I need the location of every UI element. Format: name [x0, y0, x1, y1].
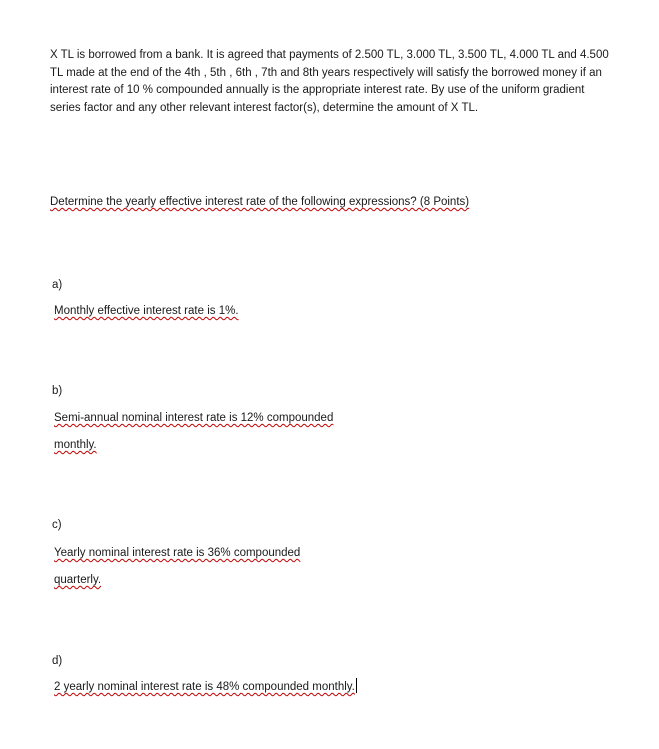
part-a-text: Monthly effective interest rate is 1%. — [54, 305, 239, 317]
part-d-text: 2 yearly nominal interest rate is 48% compounded monthly. — [54, 681, 355, 693]
part-d-line — [54, 674, 394, 701]
problem-statement: X TL is borrowed from a bank. It is agreed that payments of 2.500 TL, 3.000 TL, 3.500 TL, 4.000 TL and 4.500 TL made at the end of the 4th , 5th , 6th , 7th and 8th years respectively will satisfy the borrowed money if an interest rate of 10 % compounded annually is the appropriate interest rate. By use of the uniform gradient series factor and any other relevant interest factor(s), determine the amount of X TL. — [50, 49, 609, 114]
text-cursor — [356, 678, 357, 693]
part-d-label: d) — [52, 655, 63, 667]
part-a-label: a) — [52, 279, 63, 291]
part-b-label: b) — [52, 385, 63, 397]
part-c-text: Yearly nominal interest rate is 36% compounded quarterly. — [54, 547, 301, 586]
part-c-label: c) — [52, 519, 62, 531]
part-b-text: Semi-annual nominal interest rate is 12% compounded monthly. — [54, 412, 334, 451]
question-heading: Determine the yearly effective interest rate of the following expressions? (8 Points) — [50, 196, 470, 208]
